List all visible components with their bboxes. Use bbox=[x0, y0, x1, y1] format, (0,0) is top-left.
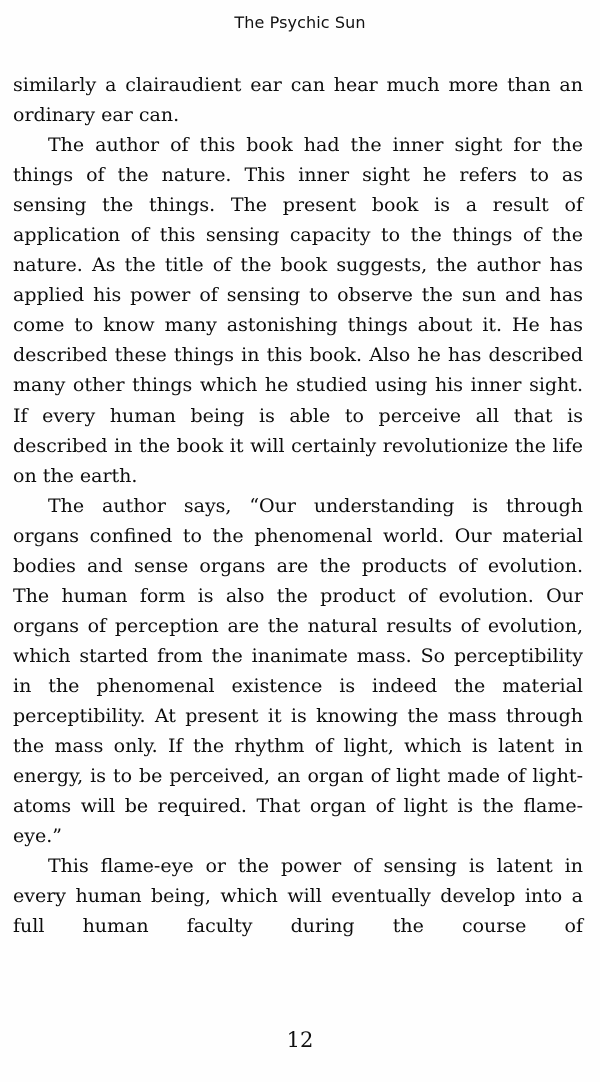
page-number: 12 bbox=[286, 1028, 314, 1052]
paragraph-continued: similarly a clairaudient ear can hear much more than an ordinary ear can. bbox=[13, 74, 583, 127]
running-head: The Psychic Sun bbox=[234, 13, 366, 32]
body-text bbox=[13, 70, 583, 941]
paragraph-inner-sight: The author of this book had the inner sight for the things of the nature. This inner sight he refers to as sensing the things. The present book is a result of application of this sensing capacity to the things of the nature. As the title of the book suggests, the author has applied his power of sensing to observe the sun and has come to know many astonishing things about it. He has described these things in this book. Also he has described many other things which he studied using his inner sight. If every human being is able to perceive all that is described in the book it will certainly revolutionize the life on the earth. bbox=[13, 134, 583, 487]
paragraph-author-quote: The author says, “Our understanding is through organs confined to the phenomenal world. Our material bodies and sense organs are the products of evolution. The human form is also the product of evolution. Our organs of perception are the natural results of evolution, which started from the inanimate mass. So perceptibility in the phenomenal existence is indeed the material perceptibility. At present it is knowing the mass through the mass only. If the rhythm of light, which is latent in energy, is to be perceived, an organ of light made of light-atoms will be required. That organ of light is the flame-eye.” bbox=[13, 494, 583, 848]
paragraph-flame-eye: This flame-eye or the power of sensing is latent in every human being, which will eventually develop into a full human faculty during the course of bbox=[13, 855, 583, 938]
